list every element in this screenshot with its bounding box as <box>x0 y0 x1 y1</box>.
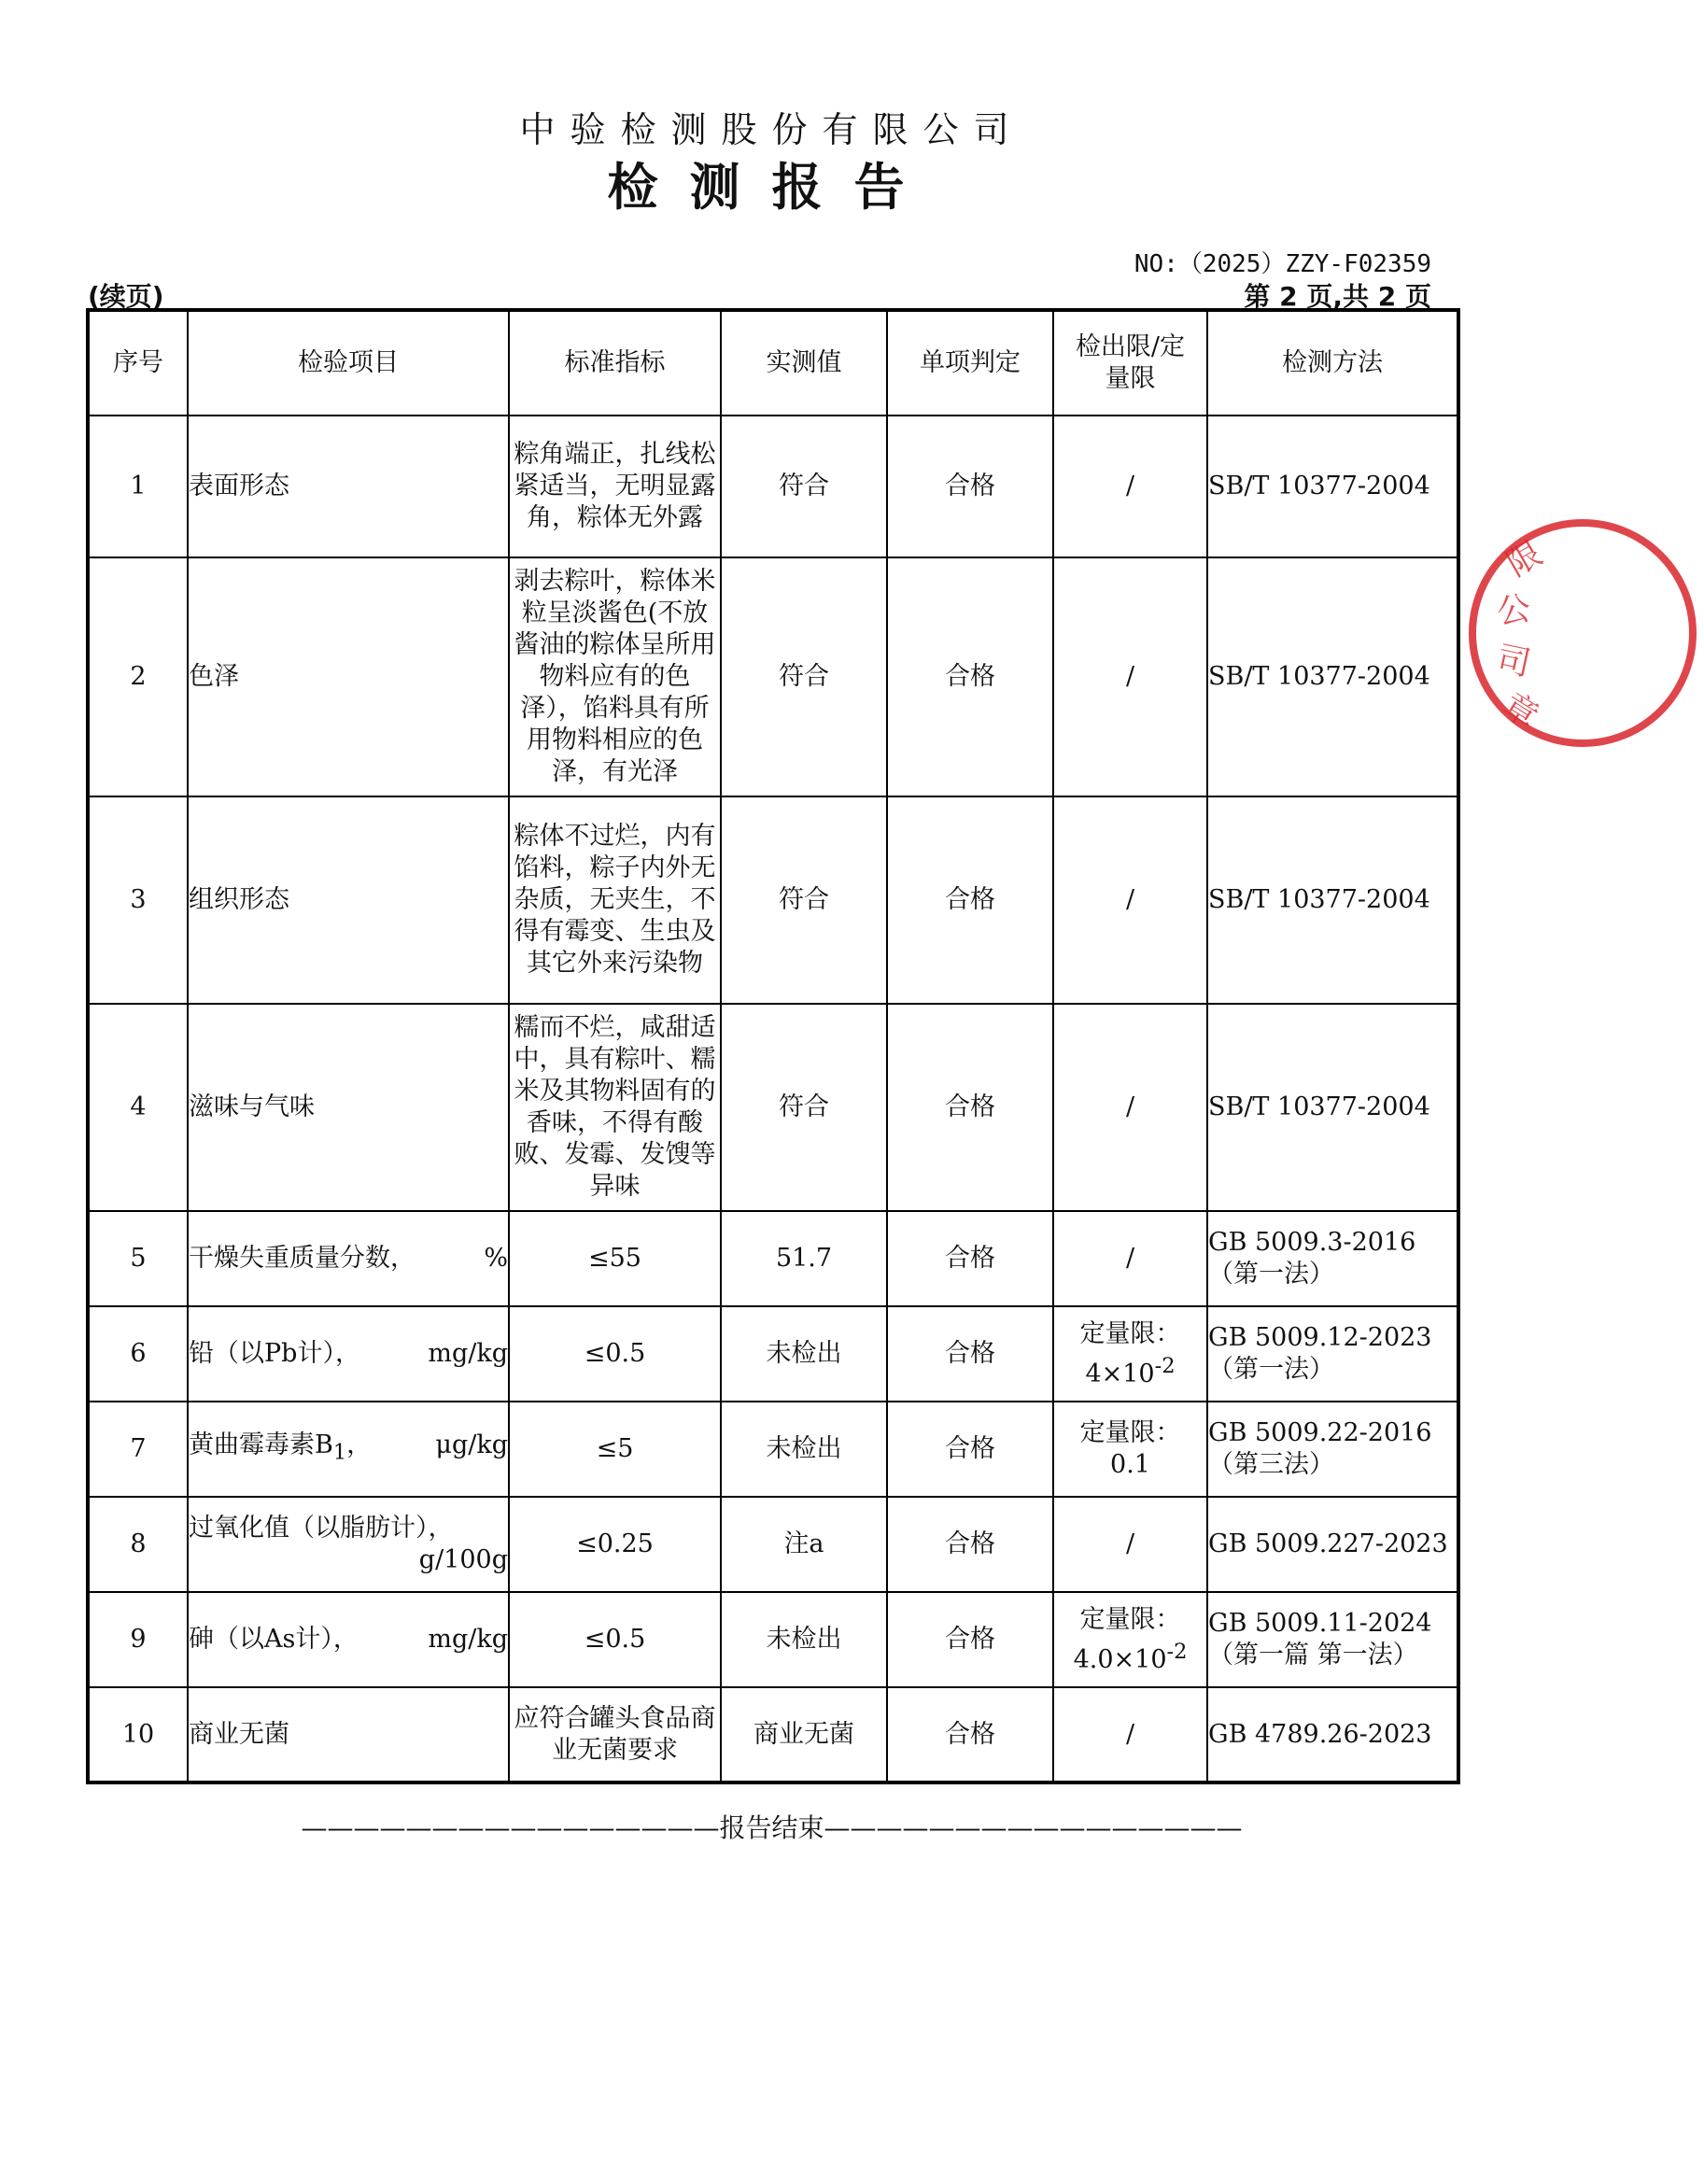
table-row <box>88 1211 1458 1306</box>
table-row <box>88 416 1458 557</box>
row-method: SB/T 10377-2004 <box>1207 557 1458 796</box>
row-method: SB/T 10377-2004 <box>1207 796 1458 1004</box>
row-item: 表面形态 <box>188 416 509 557</box>
row-item <box>188 1211 509 1306</box>
row-standard <box>509 1687 721 1782</box>
row-method-note: （第三法） <box>1208 1450 1334 1479</box>
row-standard <box>509 796 721 1004</box>
row-standard <box>509 557 721 796</box>
row-value: 符合 <box>721 796 887 1004</box>
row-judgement: 合格 <box>887 416 1053 557</box>
row-limit: / <box>1053 1004 1207 1211</box>
row-limit: / <box>1053 1687 1207 1782</box>
row-item-line <box>189 1624 508 1656</box>
seal-char: 公 <box>1494 589 1533 632</box>
row-standard-text: 粽角端正，扎线松紧适当，无明显露角，粽体无外露 <box>514 440 716 532</box>
row-value: 未检出 <box>721 1306 887 1402</box>
row-index: 10 <box>88 1687 188 1782</box>
row-value: 符合 <box>721 1004 887 1211</box>
table-row <box>88 1592 1458 1687</box>
row-value: 注a <box>721 1497 887 1592</box>
row-index: 9 <box>88 1592 188 1687</box>
row-standard: ≤5 <box>509 1402 721 1497</box>
row-limit-label: 定量限： <box>1079 1604 1181 1634</box>
row-index: 2 <box>88 557 188 796</box>
row-judgement: 合格 <box>887 1402 1053 1497</box>
company-seal <box>1461 512 1704 754</box>
row-limit-exponent: -2 <box>1154 1353 1176 1378</box>
row-standard <box>509 416 721 557</box>
row-item-unit: μg/kg <box>435 1430 508 1460</box>
row-method-note: （第一法） <box>1208 1260 1334 1289</box>
row-item-name: 干燥失重质量分数， <box>189 1244 415 1273</box>
row-index: 1 <box>88 416 188 557</box>
col-header-limit-text: 检出限/定量限 <box>1075 332 1186 393</box>
row-method-standard: GB 5009.22-2016 <box>1208 1418 1432 1447</box>
row-limit: / <box>1053 1497 1207 1592</box>
row-item <box>188 1402 509 1497</box>
row-value: 未检出 <box>721 1402 887 1497</box>
row-judgement: 合格 <box>887 1211 1053 1306</box>
col-header-item: 检验项目 <box>188 310 509 416</box>
row-item-suffix: ， <box>346 1430 373 1460</box>
row-method <box>1207 1402 1458 1497</box>
row-judgement: 合格 <box>887 1687 1053 1782</box>
table-row <box>88 1497 1458 1592</box>
company-name: 中验检测股份有限公司 <box>519 109 1024 150</box>
table-row <box>88 796 1458 1004</box>
row-item <box>188 1497 509 1592</box>
row-judgement: 合格 <box>887 557 1053 796</box>
row-item-name: 过氧化值（以脂肪计）， <box>189 1514 454 1543</box>
row-limit: / <box>1053 1211 1207 1306</box>
row-item-unit: mg/kg <box>428 1625 508 1654</box>
table-row <box>88 1402 1458 1497</box>
row-value: 符合 <box>721 416 887 557</box>
row-standard-text: 剥去粽叶，粽体米粒呈淡酱色(不放酱油的粽体呈所用物料应有的色泽），馅料具有所用物料相应的色泽，有光泽 <box>514 567 716 786</box>
row-item-line <box>189 1430 508 1468</box>
row-method: GB 4789.26-2023 <box>1207 1687 1458 1782</box>
row-method <box>1207 1592 1458 1687</box>
row-limit <box>1053 1402 1207 1497</box>
seal-char: 章 <box>1496 685 1545 737</box>
row-limit-exponent: -2 <box>1166 1639 1188 1664</box>
report-end-line: ————————————————报告结束———————————————— <box>301 1812 1243 1843</box>
col-header-standard: 标准指标 <box>509 310 721 416</box>
row-standard-text: 粽体不过烂，内有馅料，粽子内外无杂质，无夹生，不得有霉变、生虫及其它外来污染物 <box>514 822 716 978</box>
row-limit-value <box>1054 1636 1206 1676</box>
row-item-name: 砷（以As计）， <box>189 1625 359 1654</box>
row-method-note: （第一法） <box>1208 1355 1334 1384</box>
row-item: 色泽 <box>188 557 509 796</box>
row-limit-label: 定量限： <box>1079 1318 1181 1348</box>
row-standard <box>509 1004 721 1211</box>
row-index: 6 <box>88 1306 188 1402</box>
col-header-judgement: 单项判定 <box>887 310 1053 416</box>
row-limit-value: 0.1 <box>1110 1450 1150 1479</box>
row-value: 51.7 <box>721 1211 887 1306</box>
row-limit-base: 4.0×10 <box>1073 1644 1167 1674</box>
table-row <box>88 1306 1458 1402</box>
row-item-line <box>189 1243 508 1275</box>
row-standard: ≤0.5 <box>509 1592 721 1687</box>
row-standard: ≤0.25 <box>509 1497 721 1592</box>
row-method-standard: GB 5009.12-2023 <box>1208 1323 1432 1352</box>
row-method <box>1207 1306 1458 1402</box>
col-header-index: 序号 <box>88 310 188 416</box>
seal-char: 限 <box>1500 534 1549 585</box>
row-limit <box>1053 1306 1207 1402</box>
table-row <box>88 557 1458 796</box>
row-item: 滋味与气味 <box>188 1004 509 1211</box>
row-item <box>188 1592 509 1687</box>
row-method: GB 5009.227-2023 <box>1207 1497 1458 1592</box>
row-method-standard: GB 5009.11-2024 <box>1208 1609 1432 1638</box>
row-limit: / <box>1053 557 1207 796</box>
row-limit-base: 4×10 <box>1085 1359 1155 1388</box>
row-item-unit: mg/kg <box>428 1339 508 1368</box>
row-method: SB/T 10377-2004 <box>1207 1004 1458 1211</box>
row-item-unit: % <box>484 1244 508 1273</box>
results-table <box>86 308 1460 1784</box>
row-value: 符合 <box>721 557 887 796</box>
row-index: 3 <box>88 796 188 1004</box>
table-header-row <box>88 310 1458 416</box>
row-standard-text: 糯而不烂，咸甜适中，具有粽叶、糯米及其物料固有的香味，不得有酸败、发霉、发馊等异味 <box>514 1013 716 1201</box>
row-item: 组织形态 <box>188 796 509 1004</box>
row-item-name <box>189 1430 372 1468</box>
row-item-name: 铅（以Pb计）， <box>189 1339 360 1368</box>
row-index: 5 <box>88 1211 188 1306</box>
row-standard-text: 应符合罐头食品商业无菌要求 <box>514 1703 716 1765</box>
row-item-base: 黄曲霉毒素B <box>189 1430 333 1460</box>
row-method <box>1207 1211 1458 1306</box>
row-method-standard: GB 5009.3-2016 <box>1208 1228 1416 1257</box>
row-item-unit: g/100g <box>418 1545 508 1574</box>
row-value: 未检出 <box>721 1592 887 1687</box>
row-item-subscript: 1 <box>332 1440 347 1465</box>
row-standard: ≤55 <box>509 1211 721 1306</box>
seal-char: 司 <box>1493 639 1534 684</box>
row-index: 4 <box>88 1004 188 1211</box>
col-header-value: 实测值 <box>721 310 887 416</box>
row-limit: / <box>1053 416 1207 557</box>
row-method: SB/T 10377-2004 <box>1207 416 1458 557</box>
row-item-line <box>189 1338 508 1370</box>
row-item: 商业无菌 <box>188 1687 509 1782</box>
col-header-method: 检测方法 <box>1207 310 1458 416</box>
col-header-limit <box>1053 310 1207 416</box>
row-index: 7 <box>88 1402 188 1497</box>
row-judgement: 合格 <box>887 1004 1053 1211</box>
row-judgement: 合格 <box>887 1306 1053 1402</box>
page-indicator: 第 2 页,共 2 页 <box>1244 281 1431 312</box>
row-limit-value <box>1054 1350 1206 1390</box>
table-row <box>88 1687 1458 1782</box>
row-item <box>188 1306 509 1402</box>
row-value: 商业无菌 <box>721 1687 887 1782</box>
row-method-note: （第一篇 第一法） <box>1208 1641 1418 1670</box>
row-index: 8 <box>88 1497 188 1592</box>
row-standard: ≤0.5 <box>509 1306 721 1402</box>
table-row <box>88 1004 1458 1211</box>
row-judgement: 合格 <box>887 796 1053 1004</box>
row-limit-label: 定量限： <box>1079 1418 1181 1447</box>
report-number: NO:（2025）ZZY-F02359 <box>1134 250 1431 278</box>
row-judgement: 合格 <box>887 1497 1053 1592</box>
continuation-label: (续页) <box>88 281 164 312</box>
report-title: 检测报告 <box>607 157 936 217</box>
row-judgement: 合格 <box>887 1592 1053 1687</box>
row-limit: / <box>1053 796 1207 1004</box>
row-limit <box>1053 1592 1207 1687</box>
